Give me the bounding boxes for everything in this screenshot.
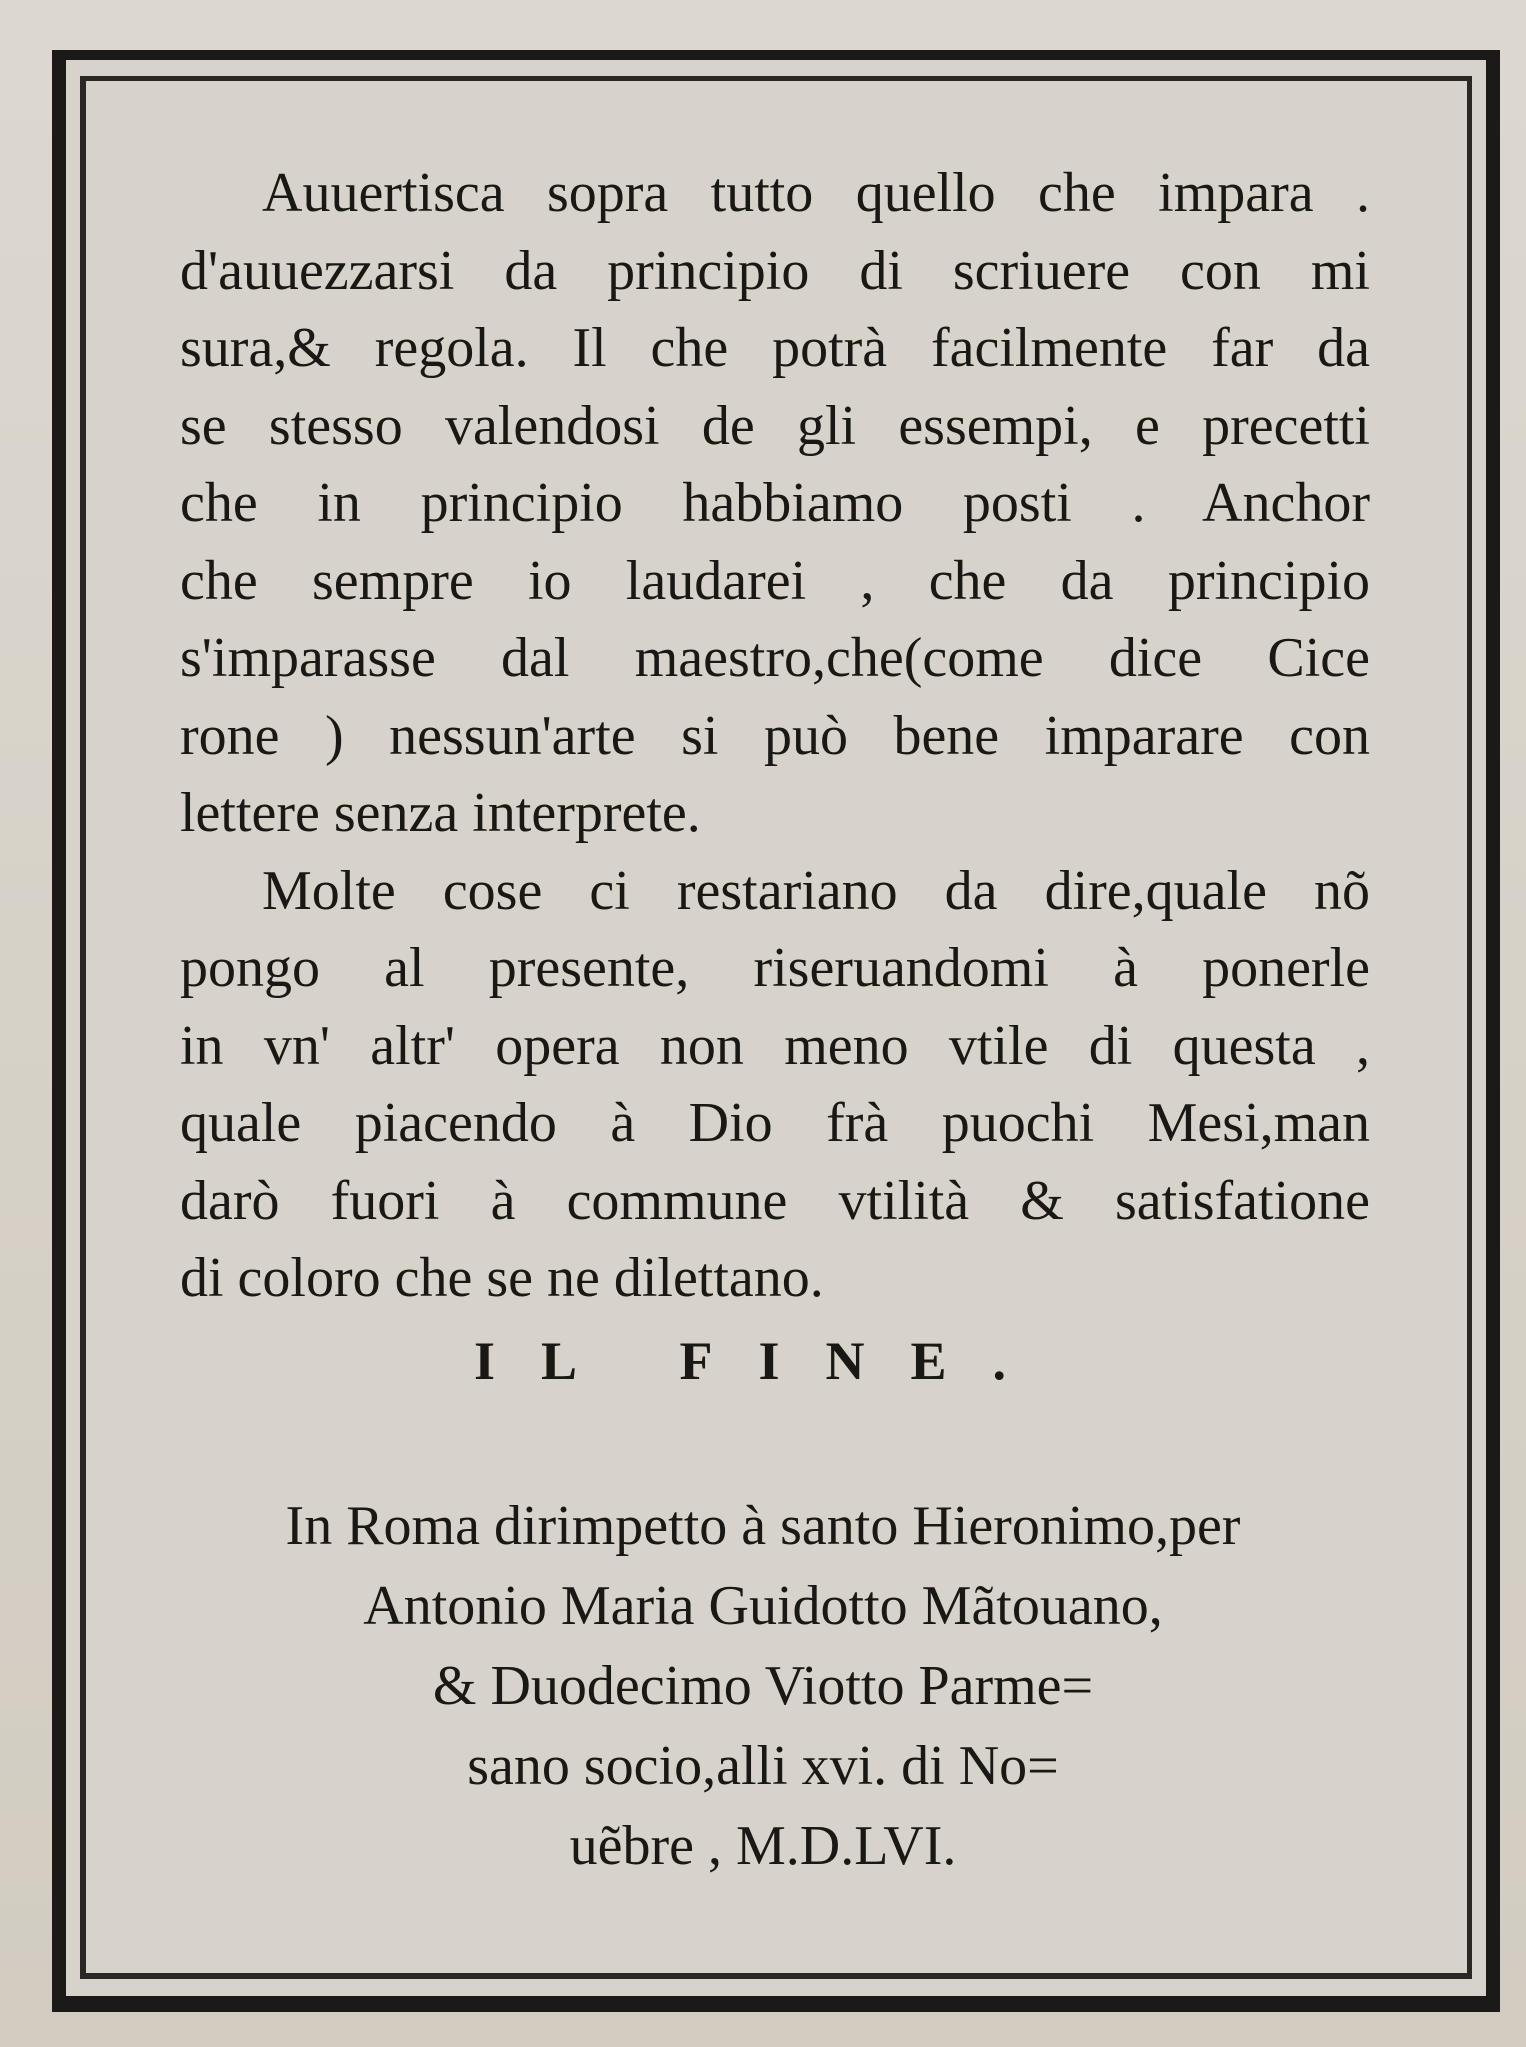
imprint-line: sano socio,alli xvi. di No= <box>467 1735 1059 1797</box>
text-line: in vn' altr' opera non meno vtile di questa , <box>180 1014 1370 1077</box>
colophon-imprint <box>0 1486 1526 1886</box>
end-heading: IL FINE. <box>473 1331 1053 1391</box>
body-text <box>180 155 1370 1318</box>
text-line: sura,& regola. Il che potrà facilmente far da <box>180 317 1370 379</box>
text-line: lettere senza interprete. <box>180 782 701 844</box>
imprint-line: Antonio Maria Guidotto Mãtouano, <box>363 1575 1163 1637</box>
text-line: quale piacendo à Dio frà puochi Mesi,man <box>180 1092 1370 1154</box>
text-line: che sempre io laudarei , che da principio <box>180 549 1370 612</box>
text-line: Auuertisca sopra tutto quello che impara . <box>262 162 1370 224</box>
text-line: rone ) nessun'arte si può bene imparare con <box>180 704 1370 767</box>
text-line: che in principio habbiamo posti . Anchor <box>180 472 1370 534</box>
text-line: Molte cose ci restariano da dire,quale nõ <box>262 859 1370 922</box>
text-line: pongo al presente, riseruandomi à ponerle <box>180 937 1370 999</box>
imprint-line: In Roma dirimpetto à santo Hieronimo,per <box>285 1495 1241 1557</box>
text-line: se stesso valendosi de gli essempi, e precetti <box>180 394 1370 457</box>
text-line: d'auuezzarsi da principio di scriuere con mi <box>180 239 1370 302</box>
text-line: di coloro che se ne dilettano. <box>180 1247 824 1309</box>
text-line: darò fuori à commune vtilità & satisfatione <box>180 1169 1370 1232</box>
text-line: s'imparasse dal maestro,che(come dice Cice <box>180 627 1370 689</box>
imprint-line: & Duodecimo Viotto Parme= <box>432 1655 1094 1717</box>
imprint-line: uẽbre , M.D.LVI. <box>569 1815 957 1877</box>
